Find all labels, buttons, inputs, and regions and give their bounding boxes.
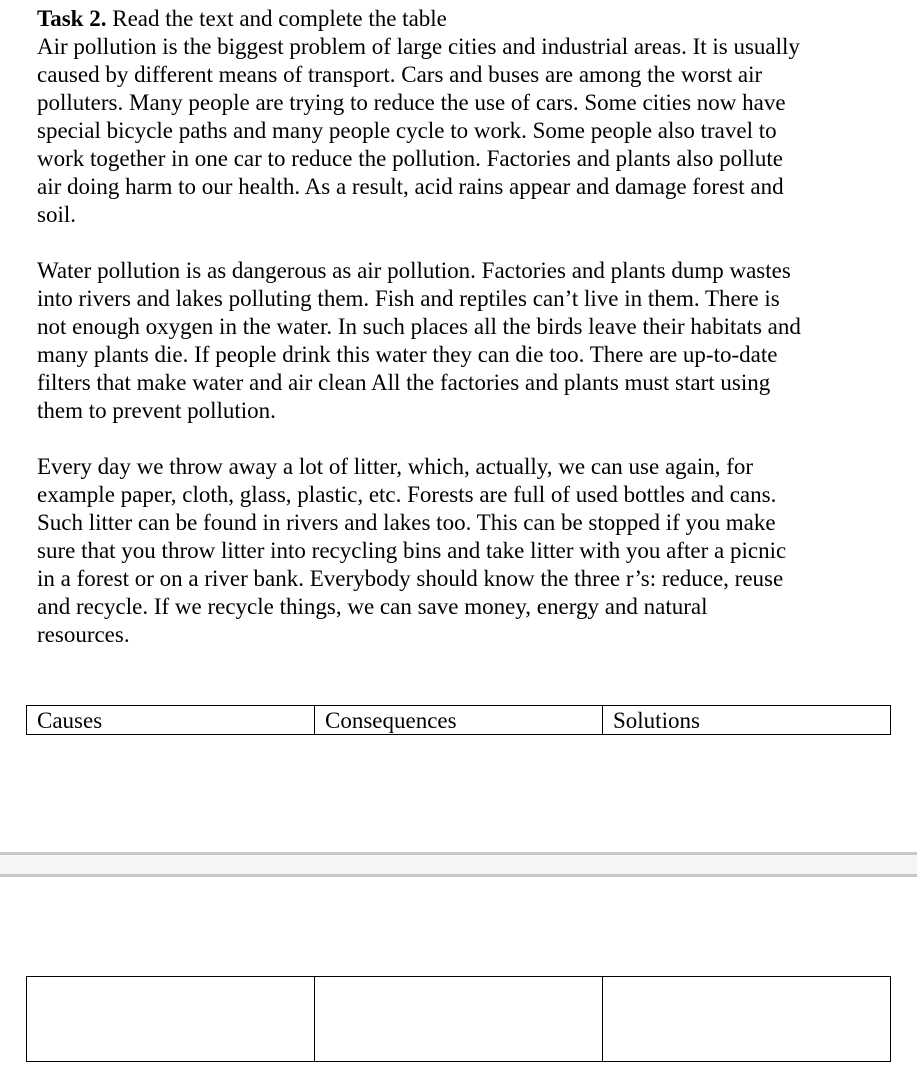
task-heading: [37, 5, 907, 33]
task-instruction: Read the text and complete the table: [106, 6, 447, 31]
paragraph-litter: [37, 453, 907, 649]
text-line: polluters. Many people are trying to reduce the use of cars. Some cities now have: [37, 90, 786, 115]
solutions-cell[interactable]: [603, 977, 891, 1062]
text-line: caused by different means of transport. Cars and buses are among the worst air: [37, 62, 763, 87]
text-line: example paper, cloth, glass, plastic, etc. Forests are full of used bottles and cans.: [37, 482, 777, 507]
header-consequences: Consequences: [315, 706, 603, 735]
page-break: [0, 852, 917, 877]
paragraph-air-pollution: [37, 33, 907, 229]
text-line: air doing harm to our health. As a result, acid rains appear and damage forest and: [37, 174, 784, 199]
text-line: sure that you throw litter into recycling bins and take litter with you after a picnic: [37, 538, 787, 563]
header-causes: Causes: [27, 706, 315, 735]
text-line: filters that make water and air clean All the factories and plants must start using: [37, 370, 771, 395]
text-line: and recycle. If we recycle things, we can save money, energy and natural: [37, 594, 708, 619]
table-header-row: [26, 705, 891, 735]
table-answer-row: [26, 976, 891, 1062]
text-line: resources.: [37, 622, 130, 647]
header-solutions: Solutions: [603, 706, 891, 735]
document-text: [37, 5, 907, 649]
text-line: work together in one car to reduce the pollution. Factories and plants also pollute: [37, 146, 784, 171]
text-line: Such litter can be found in rivers and lakes too. This can be stopped if you make: [37, 510, 776, 535]
text-line: special bicycle paths and many people cycle to work. Some people also travel to: [37, 118, 777, 143]
text-line: soil.: [37, 202, 76, 227]
text-line: Every day we throw away a lot of litter, which, actually, we can use again, for: [37, 454, 754, 479]
text-line: not enough oxygen in the water. In such places all the birds leave their habitats and: [37, 314, 801, 339]
text-line: many plants die. If people drink this water they can die too. There are up-to-date: [37, 342, 778, 367]
paragraph-water-pollution: [37, 257, 907, 425]
text-line: Water pollution is as dangerous as air pollution. Factories and plants dump wastes: [37, 258, 791, 283]
text-line: them to prevent pollution.: [37, 398, 276, 423]
text-line: in a forest or on a river bank. Everybody should know the three r’s: reduce, reuse: [37, 566, 784, 591]
causes-cell[interactable]: [27, 977, 315, 1062]
consequences-cell[interactable]: [315, 977, 603, 1062]
text-line: into rivers and lakes polluting them. Fish and reptiles can’t live in them. There is: [37, 286, 780, 311]
task-label: Task 2.: [37, 6, 107, 31]
text-line: Air pollution is the biggest problem of large cities and industrial areas. It is usually: [37, 34, 800, 59]
